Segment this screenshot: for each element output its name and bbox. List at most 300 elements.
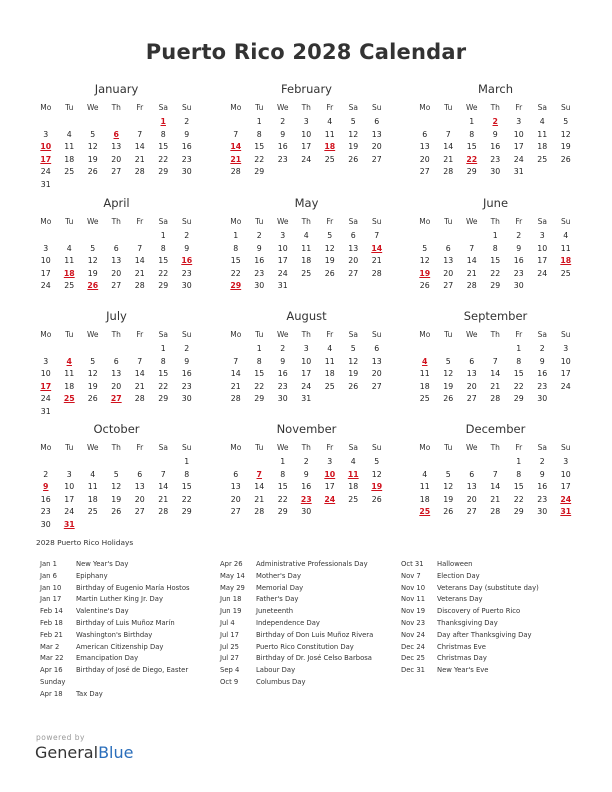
- day: 19: [87, 154, 98, 164]
- weekday-label: Mo: [230, 443, 242, 452]
- month-february: [224, 82, 389, 179]
- empty-cell: [413, 456, 437, 469]
- day: 24: [301, 154, 312, 164]
- holiday-date: Jan 10: [40, 583, 62, 592]
- day: 16: [537, 482, 548, 491]
- day: 2: [280, 117, 286, 126]
- day: 22: [158, 268, 169, 278]
- day: 28: [466, 281, 477, 290]
- day: 10: [40, 369, 51, 378]
- empty-cell: [460, 230, 484, 243]
- holiday-row: [40, 618, 190, 630]
- day: 11: [64, 369, 75, 378]
- weekday-label: Mo: [419, 217, 431, 226]
- day-grid: [413, 116, 578, 179]
- month-october: [34, 422, 199, 531]
- day: 4: [350, 457, 356, 466]
- day: 16: [513, 256, 524, 265]
- holiday-day: 24: [560, 494, 572, 504]
- day: 26: [371, 494, 382, 504]
- weekday-label: Su: [181, 103, 192, 112]
- weekday-label: Su: [181, 443, 192, 452]
- empty-cell: [34, 456, 58, 469]
- day: 4: [563, 231, 569, 240]
- day: 22: [254, 154, 265, 164]
- weekday-label: We: [276, 103, 289, 112]
- empty-cell: [484, 456, 508, 469]
- day: 13: [348, 243, 359, 253]
- day: 21: [490, 381, 501, 391]
- weekday-label: We: [276, 443, 289, 452]
- empty-cell: [437, 230, 461, 243]
- day: 14: [134, 256, 145, 265]
- weekday-label: Fr: [136, 217, 144, 226]
- empty-cell: [224, 343, 248, 356]
- weekday-label: Su: [560, 330, 571, 339]
- day-grid: [224, 343, 389, 406]
- day: 19: [87, 268, 98, 278]
- holiday-date: Jul 27: [220, 654, 240, 663]
- day: 2: [43, 469, 49, 479]
- day: 9: [184, 129, 190, 139]
- weekday-label: Mo: [40, 330, 52, 339]
- months-grid: [34, 82, 589, 532]
- day: 26: [443, 394, 454, 403]
- weekday-label: We: [86, 443, 99, 452]
- day: 5: [327, 231, 333, 240]
- day: 29: [158, 394, 169, 403]
- weekday-label: Th: [301, 443, 311, 452]
- day: 15: [490, 256, 501, 265]
- day: 3: [66, 469, 72, 479]
- day: 14: [443, 142, 454, 151]
- weekday-label: Fr: [515, 217, 523, 226]
- holiday-date: Apr 18: [40, 689, 63, 698]
- day: 17: [513, 142, 524, 151]
- holiday-name: Christmas Day: [437, 654, 487, 663]
- weekday-label: Mo: [230, 103, 242, 112]
- day: 1: [256, 117, 262, 126]
- day: 14: [230, 369, 241, 378]
- holiday-day: 10: [40, 142, 52, 151]
- holiday-date: Nov 10: [401, 583, 426, 592]
- day: 15: [254, 369, 265, 378]
- weekday-label: Th: [111, 103, 121, 112]
- day: 21: [443, 154, 454, 164]
- day: 27: [371, 154, 382, 164]
- day-grid: [413, 230, 578, 293]
- weekday-label: Su: [181, 217, 192, 226]
- holiday-day: 19: [371, 482, 383, 491]
- weekday-label: Fr: [326, 103, 334, 112]
- holidays-title: 2028 Puerto Rico Holidays: [36, 538, 134, 547]
- day: 30: [537, 507, 548, 516]
- day: 6: [374, 344, 380, 353]
- day: 1: [233, 231, 239, 240]
- day: 6: [469, 356, 475, 366]
- day: 15: [466, 142, 477, 151]
- day: 2: [184, 231, 190, 240]
- day: 23: [181, 154, 192, 164]
- weekday-label: Fr: [515, 330, 523, 339]
- day: 15: [181, 482, 192, 491]
- day: 12: [111, 482, 122, 491]
- holiday-date: Feb 18: [40, 618, 63, 627]
- weekday-label: We: [465, 443, 478, 452]
- weekday-label: Fr: [515, 443, 523, 452]
- day: 2: [256, 231, 262, 240]
- day: 21: [134, 381, 145, 391]
- day: 2: [539, 457, 545, 466]
- month-june: [413, 196, 578, 293]
- day: 28: [230, 167, 241, 176]
- weekday-label: Fr: [136, 330, 144, 339]
- weekday-label: Fr: [136, 443, 144, 452]
- day: 14: [490, 482, 501, 491]
- day: 30: [181, 281, 192, 290]
- empty-cell: [224, 116, 248, 129]
- weekday-label: Th: [111, 217, 121, 226]
- weekday-label: Th: [490, 217, 500, 226]
- holiday-row: [220, 559, 373, 571]
- day: 13: [419, 142, 430, 151]
- day: 28: [254, 507, 265, 516]
- holiday-row: [401, 653, 539, 665]
- day: 13: [111, 369, 122, 378]
- day: 6: [233, 469, 239, 479]
- day: 29: [158, 281, 169, 290]
- day: 4: [327, 117, 333, 126]
- day: 15: [513, 369, 524, 378]
- holiday-day: 17: [40, 381, 52, 391]
- empty-cell: [128, 230, 152, 243]
- day: 22: [254, 381, 265, 391]
- day: 7: [137, 356, 143, 366]
- day: 16: [301, 482, 312, 491]
- holiday-date: Nov 19: [401, 607, 426, 616]
- day: 13: [466, 482, 477, 491]
- day: 26: [419, 281, 430, 290]
- holiday-row: [220, 642, 373, 654]
- day: 4: [327, 344, 333, 353]
- day: 10: [277, 243, 288, 253]
- day: 12: [324, 243, 335, 253]
- holiday-row: [401, 606, 539, 618]
- weekday-label: We: [465, 330, 478, 339]
- day: 21: [466, 268, 477, 278]
- day: 1: [160, 344, 166, 353]
- day: 27: [111, 281, 122, 290]
- day: 24: [537, 268, 548, 278]
- weekday-label: Su: [371, 330, 382, 339]
- holiday-name: New Year's Day: [76, 560, 129, 568]
- weekday-label: Mo: [230, 217, 242, 226]
- weekday-label: Sa: [158, 103, 168, 112]
- holiday-date: Feb 21: [40, 630, 63, 639]
- day: 20: [371, 142, 382, 151]
- holiday-name: Washington's Birthday: [76, 630, 153, 639]
- day: 9: [539, 356, 545, 366]
- empty-cell: [81, 343, 105, 356]
- day: 23: [537, 494, 548, 504]
- holiday-day: 31: [560, 507, 572, 516]
- weekday-label: Tu: [444, 443, 453, 452]
- day: 5: [445, 356, 451, 366]
- holiday-date: Feb 14: [40, 607, 63, 616]
- day: 20: [111, 154, 122, 164]
- empty-cell: [58, 230, 82, 243]
- day: 20: [371, 369, 382, 378]
- day: 14: [254, 482, 265, 491]
- powered-by-label: powered by: [36, 733, 85, 742]
- holiday-name: Christmas Eve: [437, 642, 486, 651]
- day: 10: [301, 356, 312, 366]
- day: 9: [539, 469, 545, 479]
- empty-cell: [460, 456, 484, 469]
- weekday-label: Th: [301, 330, 311, 339]
- day: 9: [184, 356, 190, 366]
- holiday-name: Thanksgiving Day: [437, 618, 498, 627]
- holiday-name: Birthday of Luis Muñoz Marín: [76, 618, 175, 627]
- holiday-day: 2: [492, 117, 498, 126]
- day: 21: [254, 494, 265, 504]
- empty-cell: [81, 116, 105, 129]
- holiday-date: Jan 17: [40, 595, 62, 604]
- day: 5: [113, 469, 119, 479]
- day: 23: [254, 268, 265, 278]
- day: 8: [160, 129, 166, 139]
- holiday-name: Tax Day: [76, 689, 103, 698]
- holiday-row: [401, 559, 539, 571]
- day: 18: [419, 381, 430, 391]
- empty-cell: [413, 116, 437, 129]
- weekday-label: Tu: [65, 217, 74, 226]
- day: 10: [64, 482, 75, 491]
- holiday-day: 17: [40, 154, 52, 164]
- holiday-date: Apr 26: [220, 560, 243, 568]
- day: 16: [277, 369, 288, 378]
- weekday-header: [224, 214, 389, 230]
- holiday-row: [220, 665, 373, 677]
- holiday-date: Nov 11: [401, 595, 426, 604]
- holiday-day: 11: [347, 469, 359, 479]
- day: 28: [490, 394, 501, 403]
- day: 18: [348, 482, 359, 491]
- weekday-label: Mo: [40, 103, 52, 112]
- day: 16: [490, 142, 501, 151]
- weekday-label: We: [465, 217, 478, 226]
- day: 6: [469, 469, 475, 479]
- day: 5: [374, 457, 380, 466]
- day: 29: [466, 167, 477, 176]
- day: 29: [490, 281, 501, 290]
- day-grid: [413, 343, 578, 406]
- weekday-label: Th: [301, 103, 311, 112]
- day: 12: [87, 369, 98, 378]
- day: 3: [327, 457, 333, 466]
- weekday-label: We: [86, 217, 99, 226]
- empty-cell: [128, 343, 152, 356]
- day: 31: [301, 394, 312, 403]
- day: 26: [87, 167, 98, 176]
- day: 13: [466, 369, 477, 378]
- day: 12: [560, 129, 571, 139]
- month-name: March: [477, 82, 514, 96]
- holiday-day: 4: [422, 356, 428, 366]
- weekday-label: Sa: [348, 217, 358, 226]
- day: 28: [371, 268, 382, 278]
- day: 1: [516, 344, 522, 353]
- day: 25: [324, 154, 335, 164]
- holiday-date: Oct 31: [401, 560, 424, 568]
- day: 8: [256, 129, 262, 139]
- day: 2: [280, 344, 286, 353]
- day: 27: [230, 507, 241, 516]
- day: 6: [445, 243, 451, 253]
- day: 3: [539, 231, 545, 240]
- day: 15: [158, 142, 169, 151]
- weekday-label: Sa: [537, 217, 547, 226]
- month-name: May: [294, 196, 319, 210]
- day: 13: [111, 256, 122, 265]
- holiday-day: 18: [324, 142, 336, 151]
- month-september: [413, 309, 578, 406]
- day: 31: [277, 281, 288, 290]
- brand-logo[interactable]: [35, 743, 133, 762]
- day: 3: [563, 344, 569, 353]
- month-name: August: [286, 309, 327, 323]
- weekday-label: Th: [111, 330, 121, 339]
- day-grid: [224, 230, 389, 293]
- day: 4: [303, 231, 309, 240]
- holiday-name: Labour Day: [256, 666, 296, 675]
- holiday-day: 26: [87, 281, 99, 290]
- day: 27: [111, 167, 122, 176]
- day: 9: [516, 243, 522, 253]
- day: 11: [419, 369, 430, 378]
- day: 4: [90, 469, 96, 479]
- holiday-date: Jul 4: [220, 618, 235, 627]
- day: 28: [490, 507, 501, 516]
- day: 3: [43, 243, 49, 253]
- day: 9: [303, 469, 309, 479]
- day: 6: [374, 117, 380, 126]
- day: 30: [40, 519, 51, 529]
- day: 12: [371, 469, 382, 479]
- weekday-label: Tu: [255, 103, 264, 112]
- day: 20: [111, 268, 122, 278]
- day: 4: [539, 117, 545, 126]
- day: 2: [516, 231, 522, 240]
- weekday-label: Th: [301, 217, 311, 226]
- month-name: July: [106, 309, 127, 323]
- weekday-label: Th: [490, 330, 500, 339]
- holiday-date: Sunday: [40, 677, 66, 686]
- day: 23: [277, 154, 288, 164]
- holiday-date: May 14: [220, 571, 245, 580]
- holiday-row: [40, 677, 190, 689]
- day: 8: [516, 356, 522, 366]
- day: 14: [134, 369, 145, 378]
- day: 7: [233, 129, 239, 139]
- holiday-row: [220, 677, 373, 689]
- holiday-date: Jan 1: [40, 560, 57, 568]
- day: 31: [40, 179, 51, 189]
- holiday-row: [220, 571, 373, 583]
- weekday-label: Fr: [515, 103, 523, 112]
- weekday-label: Sa: [158, 330, 168, 339]
- holiday-row: [40, 571, 190, 583]
- empty-cell: [34, 230, 58, 243]
- weekday-header: [34, 440, 199, 456]
- day: 15: [513, 482, 524, 491]
- holiday-row: [40, 583, 190, 595]
- empty-cell: [460, 343, 484, 356]
- month-march: [413, 82, 578, 179]
- weekday-label: We: [276, 217, 289, 226]
- day: 17: [324, 482, 335, 491]
- holiday-name: Emancipation Day: [76, 654, 139, 663]
- day: 18: [324, 369, 335, 378]
- day: 25: [348, 494, 359, 504]
- day: 9: [280, 129, 286, 139]
- day: 13: [443, 256, 454, 265]
- day: 22: [230, 268, 241, 278]
- day: 8: [280, 469, 286, 479]
- day: 13: [134, 482, 145, 491]
- day: 20: [466, 381, 477, 391]
- holiday-row: [401, 618, 539, 630]
- day: 6: [113, 243, 119, 253]
- day: 23: [40, 507, 51, 516]
- holiday-name: Birthday of Don Luis Muñoz Rivera: [256, 630, 374, 639]
- day: 11: [301, 243, 312, 253]
- holiday-list-column-1: [40, 559, 190, 701]
- month-january: [34, 82, 199, 191]
- day: 24: [64, 507, 75, 516]
- holiday-day: 6: [113, 129, 119, 139]
- holiday-day: 23: [300, 494, 312, 504]
- day: 9: [280, 356, 286, 366]
- day: 23: [490, 154, 501, 164]
- day: 11: [87, 482, 98, 491]
- weekday-label: Tu: [65, 330, 74, 339]
- empty-cell: [413, 343, 437, 356]
- day: 4: [66, 129, 72, 139]
- holiday-date: Oct 9: [220, 677, 239, 686]
- empty-cell: [58, 343, 82, 356]
- day: 10: [537, 243, 548, 253]
- holiday-row: [401, 583, 539, 595]
- weekday-label: Sa: [537, 443, 547, 452]
- day: 1: [280, 457, 286, 466]
- holiday-day: 21: [230, 154, 242, 164]
- day: 11: [324, 129, 335, 139]
- empty-cell: [34, 116, 58, 129]
- day: 10: [560, 356, 571, 366]
- weekday-label: Tu: [255, 330, 264, 339]
- day: 24: [301, 381, 312, 391]
- holiday-row: [220, 606, 373, 618]
- month-name: January: [94, 82, 139, 96]
- day: 24: [277, 268, 288, 278]
- day: 21: [158, 494, 169, 504]
- day: 5: [90, 356, 96, 366]
- holiday-row: [40, 642, 190, 654]
- day: 25: [324, 381, 335, 391]
- weekday-label: Sa: [537, 330, 547, 339]
- day: 18: [64, 381, 75, 391]
